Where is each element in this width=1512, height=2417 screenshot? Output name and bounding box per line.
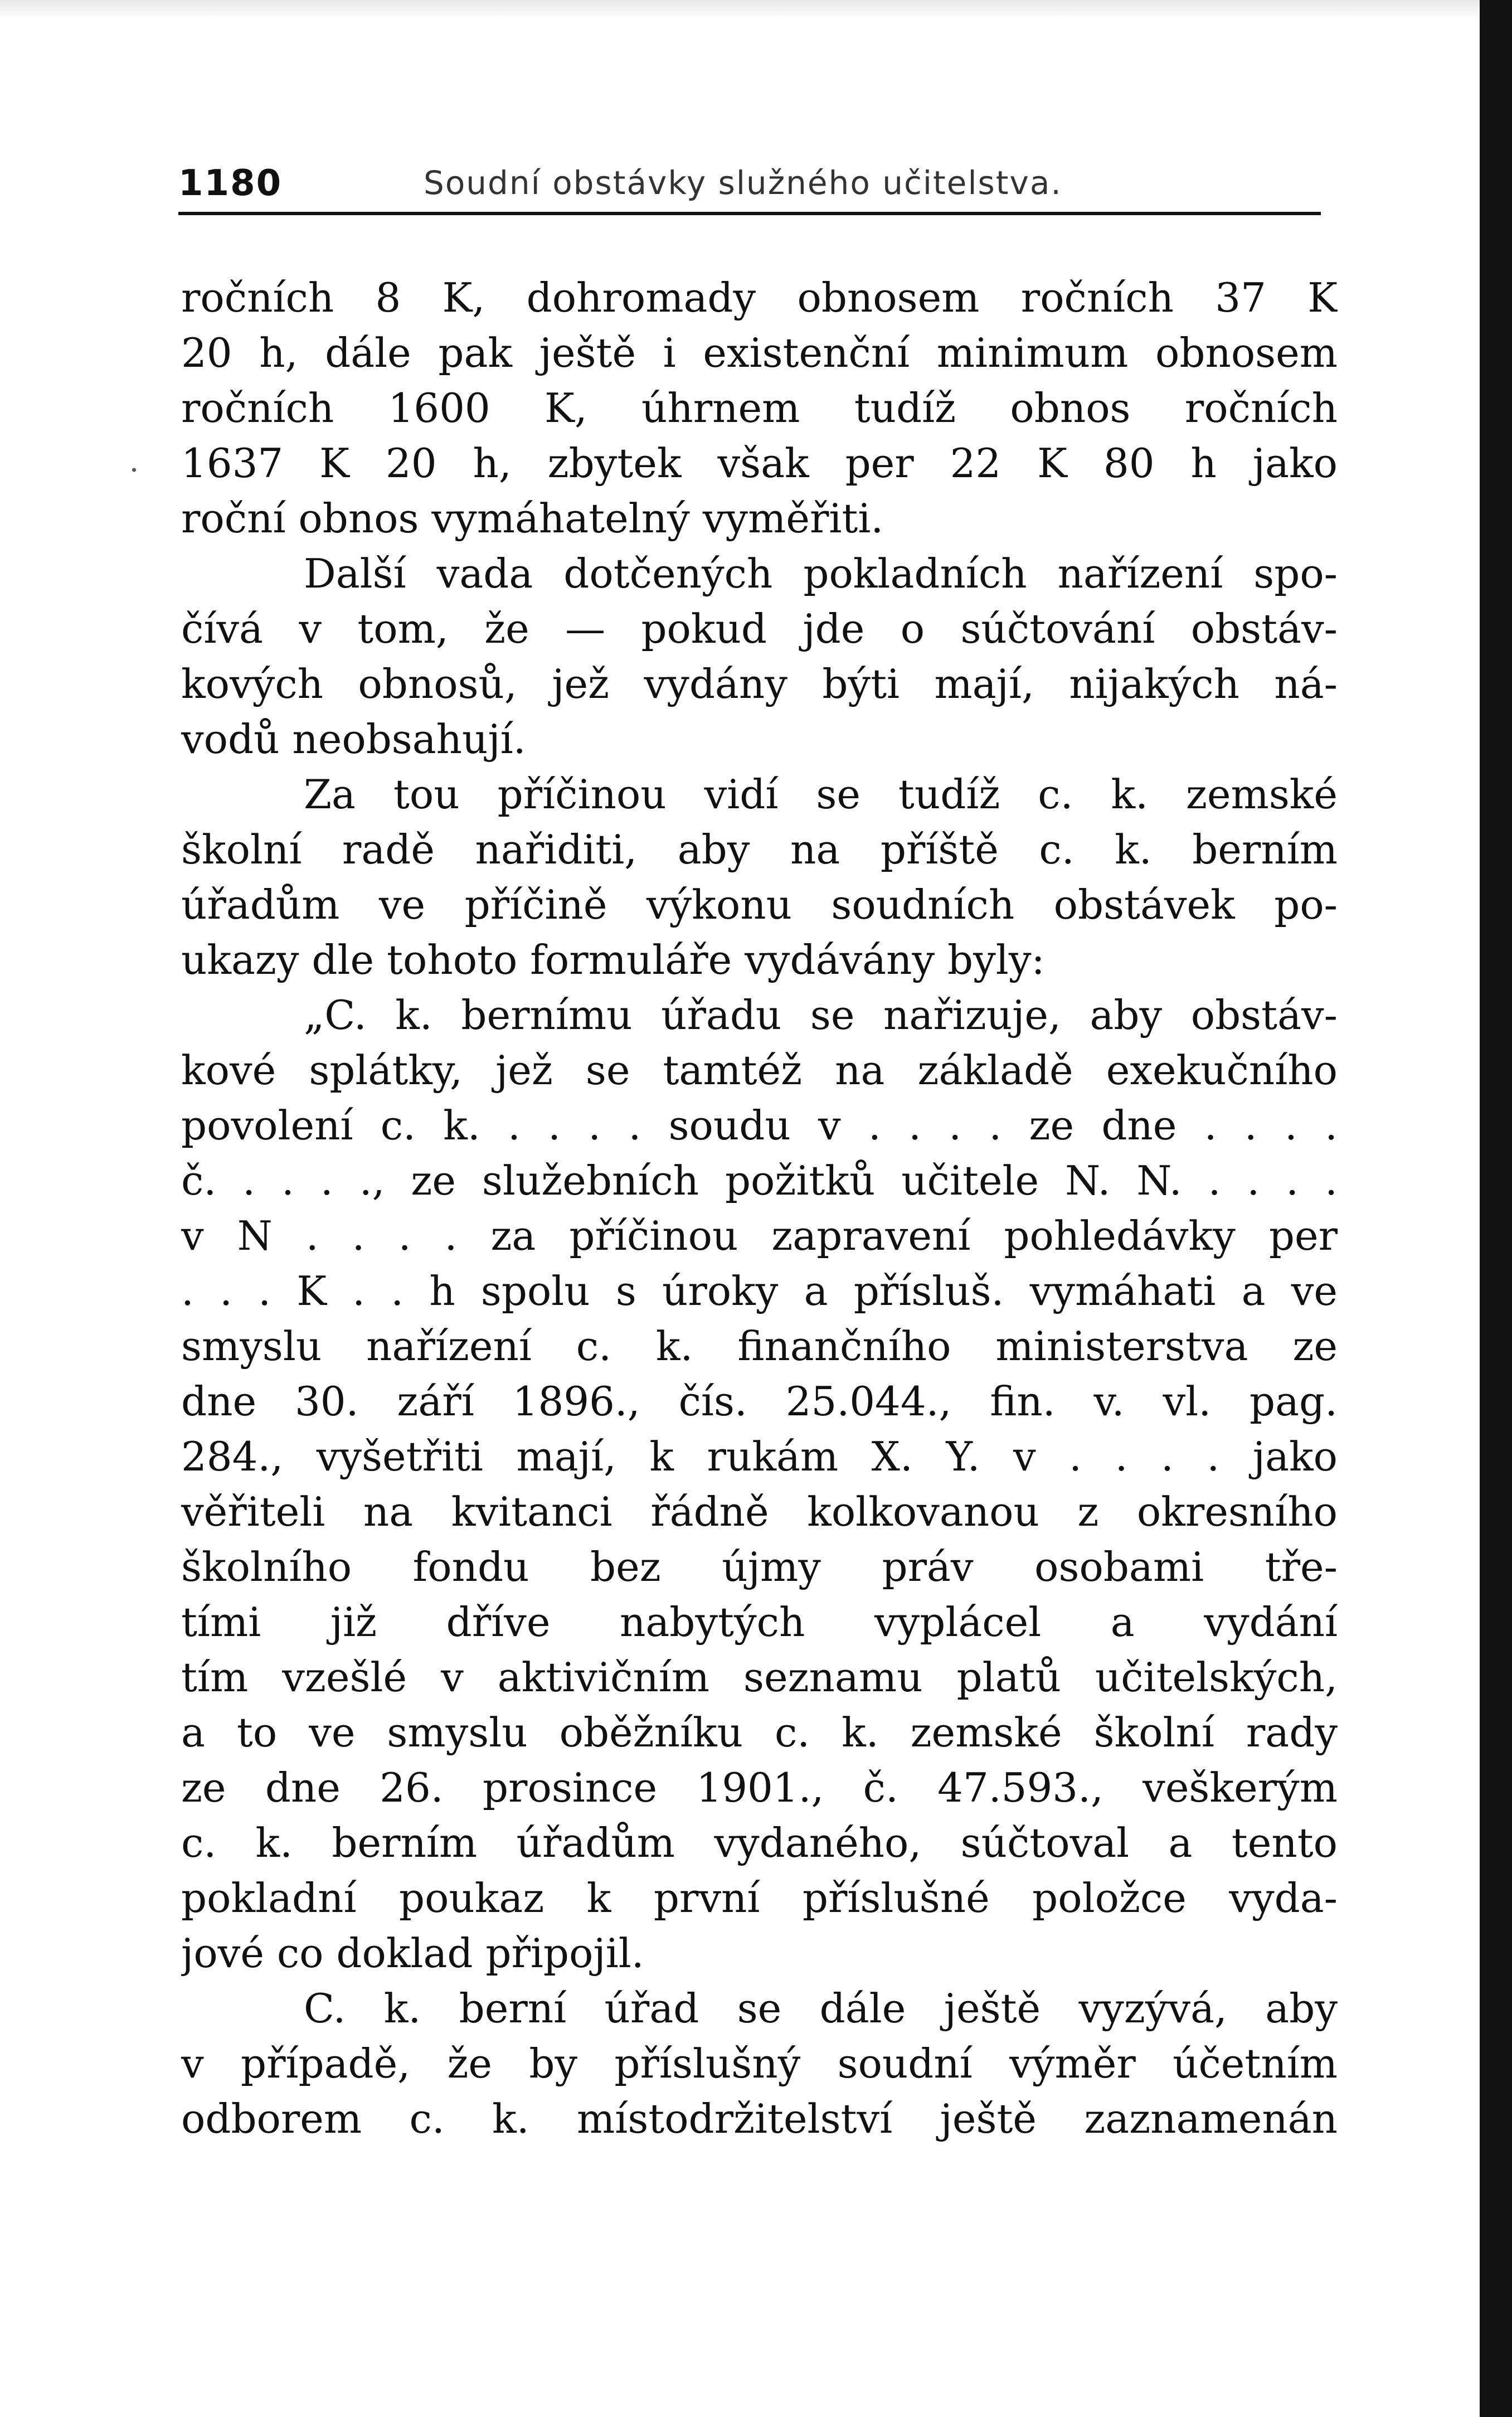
text-line: v případě, že by příslušný soudní výměr účetním [181,2040,1338,2087]
text-line: „C. k. bernímu úřadu se nařizuje, aby obstáv- [304,992,1338,1038]
text-line: . . . K . . h spolu s úroky a přísluš. vymáhati a ve [181,1268,1338,1314]
text-line: odborem c. k. místodržitelství ještě zaznamenán [181,2095,1338,2142]
text-line: roční obnos vymáhatelný vyměřiti. [181,495,884,542]
text-line: smyslu nařízení c. k. finančního ministerstva ze [181,1323,1338,1370]
text-line: pokladní poukaz k první příslušné položce vyda- [181,1875,1338,1921]
text-line: školního fondu bez újmy práv osobami tře- [181,1544,1338,1590]
text-line: ročních 1600 K, úhrnem tudíž obnos ročních [181,385,1338,431]
text-line: školní radě nařiditi, aby na příště c. k. berním [181,826,1338,873]
text-body [181,270,1338,2147]
page-number: 1180 [178,163,283,204]
text-line: 1637 K 20 h, zbytek však per 22 K 80 h jako [181,440,1338,487]
text-line: kové splátky, jež se tamtéž na základě exekučního [181,1047,1338,1094]
text-line: a to ve smyslu oběžníku c. k. zemské školní rady [181,1709,1338,1756]
text-line: tími již dříve nabytých vyplácel a vydání [181,1599,1338,1646]
text-line: 284., vyšetřiti mají, k rukám X. Y. v . . . . jako [181,1433,1338,1480]
text-line: povolení c. k. . . . . soudu v . . . . ze dne . . . . [181,1102,1338,1149]
text-line: dne 30. září 1896., čís. 25.044., fin. v. vl. pag. [181,1378,1338,1425]
text-line: tím vzešlé v aktivičním seznamu platů učitelských, [181,1654,1338,1701]
text-line: ročních 8 K, dohromady obnosem ročních 37 K [181,274,1338,321]
scan-right-border [1480,0,1512,2417]
text-line: c. k. berním úřadům vydaného, súčtoval a tento [181,1819,1338,1866]
text-line: C. k. berní úřad se dále ještě vyzývá, aby [304,1985,1338,2032]
text-line: jové co doklad připojil. [181,1930,644,1977]
text-line: věřiteli na kvitanci řádně kolkovanou z okresního [181,1488,1338,1535]
text-line: kových obnosů, jež vydány býti mají, nijakých ná- [181,661,1338,707]
text-line: úřadům ve příčině výkonu soudních obstávek po- [181,881,1338,928]
text-line: Další vada dotčených pokladních nařízení spo- [304,550,1338,597]
page-header [178,145,1321,215]
running-title: Soudní obstávky služného učitelstva. [424,164,1062,202]
margin-dot: · [129,453,139,488]
text-line: Za tou příčinou vidí se tudíž c. k. zemské [304,771,1338,818]
text-line: čívá v tom, že — pokud jde o súčtování obstáv- [181,605,1338,652]
text-line: 20 h, dále pak ještě i existenční minimum obnosem [181,329,1338,376]
text-line: ukazy dle tohoto formuláře vydávány byly: [181,936,1045,983]
text-line: ze dne 26. prosince 1901., č. 47.593., veškerým [181,1764,1338,1811]
text-line: v N . . . . za příčinou zapravení pohledávky per [181,1212,1338,1259]
text-line: vodů neobsahují. [181,716,526,763]
scan-top-shadow [0,0,1480,19]
text-line: č. . . . ., ze služebních požitků učitele N. N. . . . . [181,1157,1338,1204]
